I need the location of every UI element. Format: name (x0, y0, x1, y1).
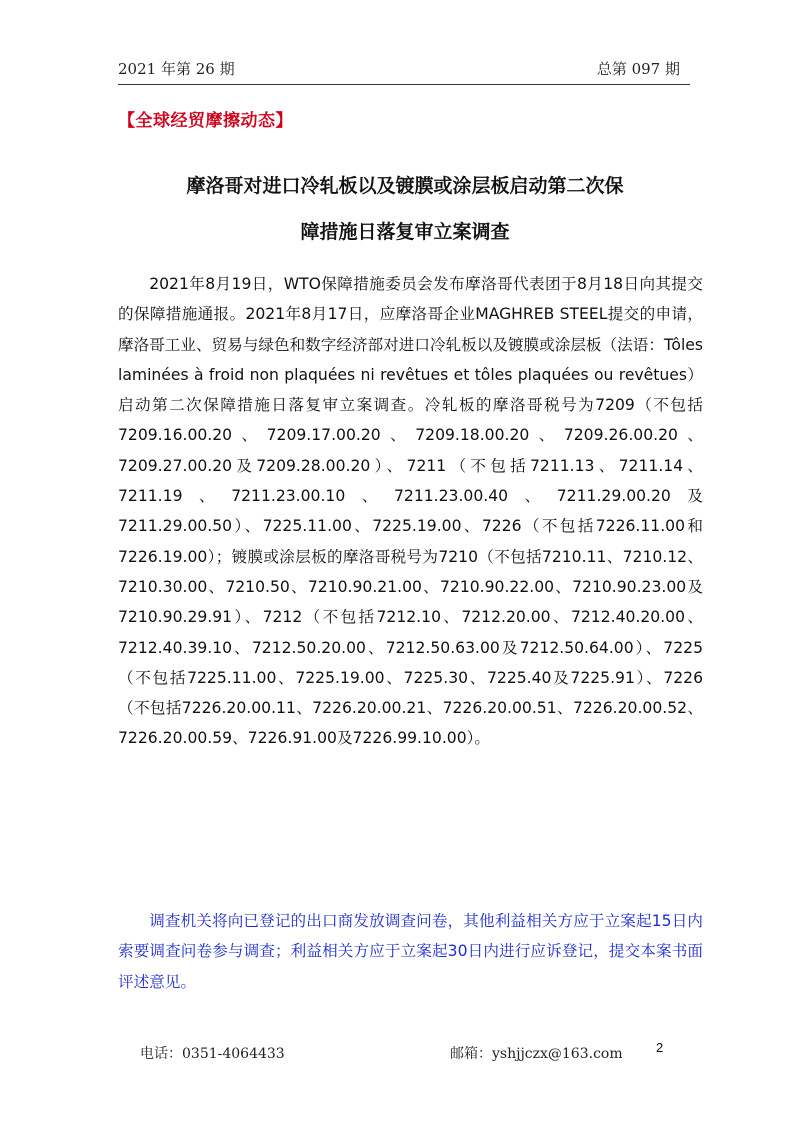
body-paragraph: 2021年8月19日，WTO保障措施委员会发布摩洛哥代表团于8月18日向其提交的保障措施通报。2021年8月17日，应摩洛哥企业MAGHREB STEEL提交的申请，摩洛哥工业、贸易与绿色和数字经济部对进口冷轧板以及镀膜或涂层板（法语：Tôles laminées à froid non plaquées ni revêtues et tôles plaquées ou revêtues）启动第二次保障措施日落复审立案调查。冷轧板的摩洛哥税号为7209（不包括7209.16.00.20、7209.17.00.20、7209.18.00.20、7209.26.00.20、7209.27.00.20及7209.28.00.20）、7211（不包括7211.13、7211.14、7211.19、7211.23.00.10、7211.23.00.40、7211.29.00.20及7211.29.00.50）、7225.11.00、7225.19.00、7226（不包括7226.11.00和7226.19.00）；镀膜或涂层板的摩洛哥税号为7210（不包括7210.11、7210.12、7210.30.00、7210.50、7210.90.21.00、7210.90.22.00、7210.90.23.00及7210.90.29.91）、7212（不包括7212.10、7212.20.00、7212.40.20.00、7212.40.39.10、7212.50.20.00、7212.50.63.00及7212.50.64.00）、7225（不包括7225.11.00、7225.19.00、7225.30、7225.40及7225.91）、7226（不包括7226.20.00.11、7226.20.00.21、7226.20.00.51、7226.20.00.52、7226.20.00.59、7226.91.00及7226.99.10.00）。 (118, 275, 703, 748)
contact-phone: 电话：0351-4064433 (140, 1046, 285, 1062)
section-tag: 【全球经贸摩擦动态】 (118, 111, 293, 131)
investigation-notice-paragraph: 调查机关将向已登记的出口商发放调查问卷，其他利益相关方应于立案起15日内索要调查问卷参与调查；利益相关方应于立案起30日内进行应诉登记，提交本案书面评述意见。 (118, 912, 703, 991)
total-issue-number: 总第 097 期 (596, 60, 680, 78)
article-title-line-1: 摩洛哥对进口冷轧板以及镀膜或涂层板启动第二次保 (186, 175, 624, 197)
article-title-line-2: 障措施日落复审立案调查 (300, 221, 510, 243)
issue-number: 2021 年第 26 期 (118, 60, 235, 78)
page-footer (140, 1043, 680, 1065)
contact-email: 邮箱：yshjjczx@163.com (450, 1046, 623, 1062)
article-title (110, 163, 700, 255)
page-header (118, 58, 690, 85)
page-number: 2 (656, 1040, 664, 1055)
